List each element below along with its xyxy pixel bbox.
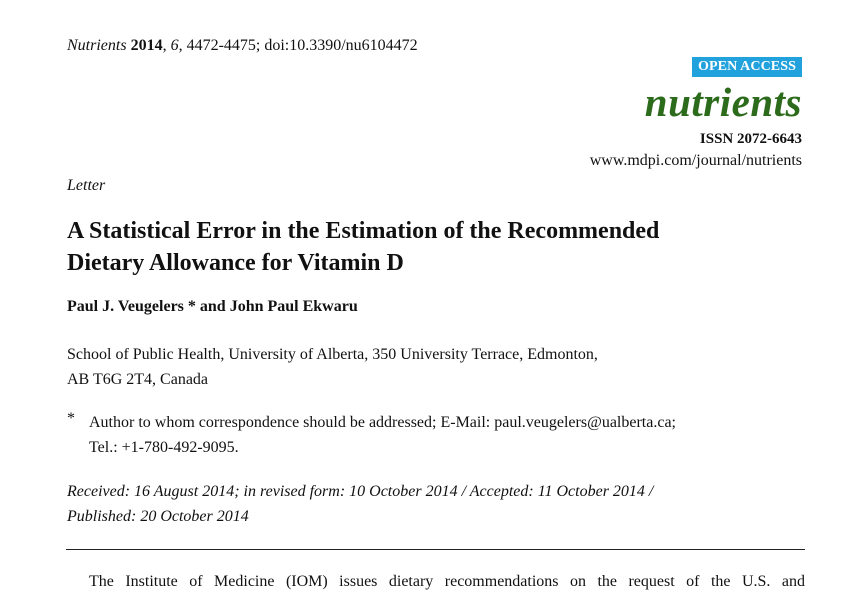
publication-dates [67,479,827,529]
dates-line: Received: 16 August 2014; in revised form: 10 October 2014 / Accepted: 11 October 2014 / [67,483,654,500]
article-title-line: A Statistical Error in the Estimation of the Recommended [67,218,660,244]
correspondence-note [89,410,829,460]
citation-line: Nutrients 2014, 6, 4472-4475; doi:10.3390/nu6104472 [67,37,418,54]
correspondence-line: Tel.: +1-780-492-9095. [89,439,239,456]
correspondence-line: Author to whom correspondence should be addressed; E-Mail: paul.veugelers@ualberta.ca; [89,414,676,431]
author-list: Paul J. Veugelers * and John Paul Ekwaru [67,298,358,315]
article-title [67,215,767,279]
article-type-label: Letter [67,177,106,194]
issn-label: ISSN 2072-6643 [699,131,802,147]
open-access-badge: OPEN ACCESS [692,57,802,77]
citation-volume: 6 [170,37,179,54]
affiliation [67,342,827,392]
correspondence-marker: * [67,410,75,427]
body-paragraph: The Institute of Medicine (IOM) issues dietary recommendations on the request of the U.S. and [89,573,805,590]
citation-journal: Nutrients [67,37,127,54]
dates-line: Published: 20 October 2014 [67,508,249,525]
journal-website-link[interactable]: www.mdpi.com/journal/nutrients [589,152,802,169]
journal-logo: nutrients [644,79,802,125]
citation-year: 2014 [130,37,163,54]
article-title-line: Dietary Allowance for Vitamin D [67,250,404,276]
affiliation-line: School of Public Health, University of Alberta, 350 University Terrace, Edmonton, [67,346,598,363]
section-divider [66,549,805,550]
affiliation-line: AB T6G 2T4, Canada [67,371,209,388]
citation-pages-doi: , 4472-4475; doi:10.3390/nu6104472 [178,37,418,54]
